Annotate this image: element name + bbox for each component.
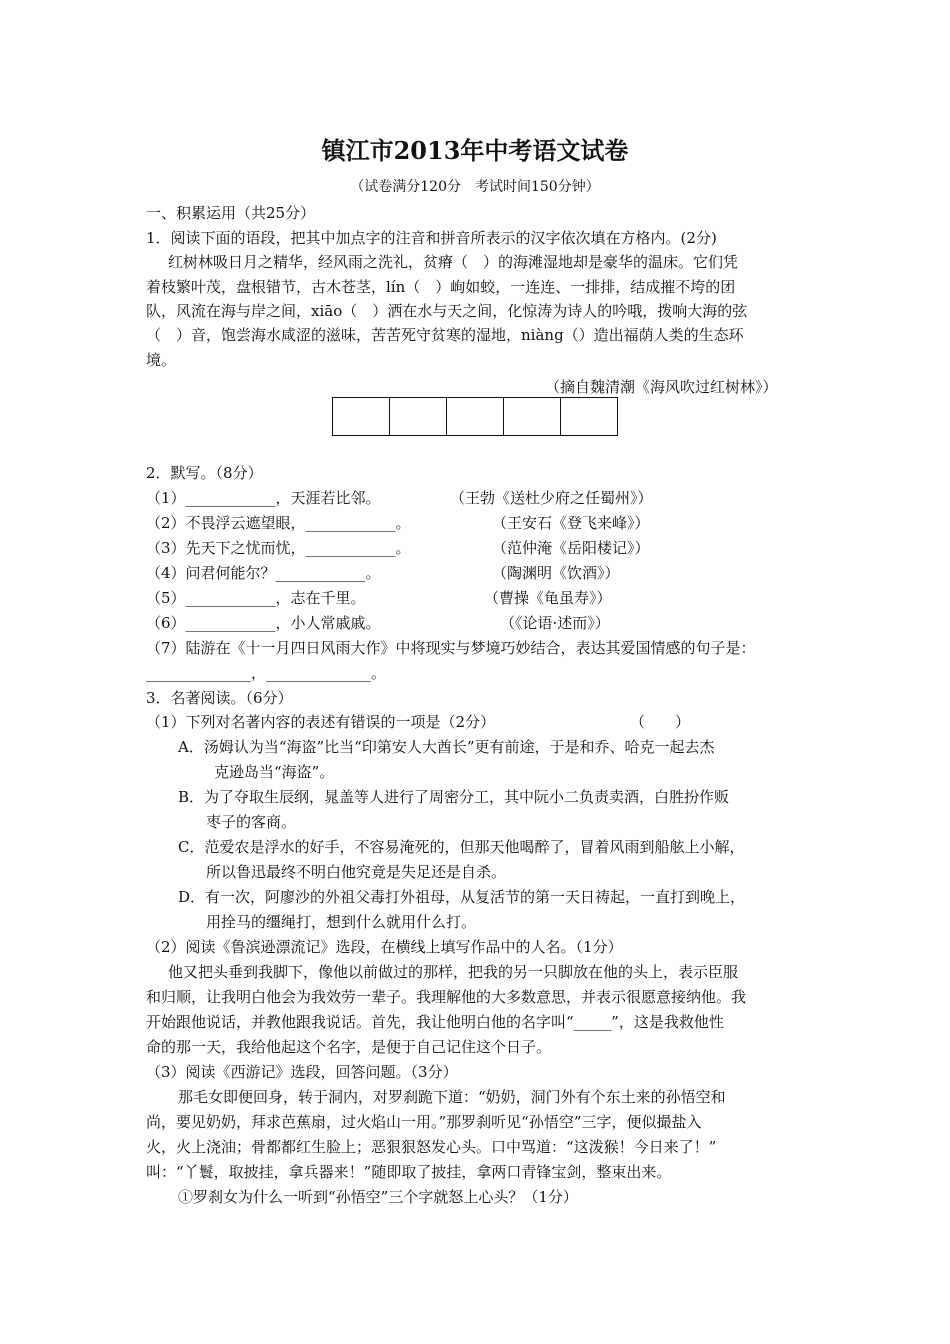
- q3-part2-line: 和归顺，让我明白他会为我效劳一辈子。我理解他的大多数意思，并表示很愿意接纳他。我: [146, 988, 747, 1006]
- q2-item-source: （王安石《登飞来峰》）: [492, 514, 650, 532]
- q2-item: （5）____________，志在千里。: [146, 589, 366, 607]
- q3-part3-line: 那毛女即便回身，转于洞内，对罗刹跪下道：“奶奶，洞门外有个东土来的孙悟空和: [178, 1088, 726, 1106]
- answer-box[interactable]: [446, 397, 504, 436]
- option-d: D．有一次，阿廖沙的外祖父毒打外祖母，从复活节的第一天日祷起，一直打到晚上，: [178, 888, 746, 906]
- q2-item: （4）问君何能尔？____________。: [146, 564, 381, 582]
- answer-box[interactable]: [332, 397, 390, 436]
- option-c: C．范爱农是浮水的好手，不容易淹死的，但那天他喝醉了，冒着风雨到船舷上小解，: [178, 838, 745, 856]
- q1-line: 红树林吸日月之精华，经风雨之洗礼，贫瘠（ ）的海滩湿地却是豪华的温床。它们凭: [168, 253, 739, 271]
- q2-item-source: （王勃《送杜少府之任蜀州》）: [450, 489, 653, 507]
- option-b-cont: 枣子的客商。: [206, 813, 297, 831]
- q3-part3: （3）阅读《西游记》选段，回答问题。（3分）: [146, 1063, 458, 1081]
- q3-part3-question: ①罗刹女为什么一听到“孙悟空”三个字就怒上心头？（1分）: [178, 1188, 578, 1206]
- q2-item-source: （曹操《龟虽寿》）: [484, 589, 612, 607]
- option-b: B．为了夺取生辰纲，晁盖等人进行了周密分工，其中阮小二负责卖酒，白胜扮作贩: [178, 788, 730, 806]
- option-a-cont: 克逊岛当“海盗”。: [214, 763, 335, 781]
- option-a: A．汤姆认为当“海盗”比当“印第安人大酋长”更有前途，于是和乔、哈克一起去杰: [178, 738, 715, 756]
- option-d-cont: 用拴马的缰绳打，想到什么就用什么打。: [206, 913, 477, 931]
- q1-line: 队，风流在海与岸之间，xiāo（ ）洒在水与天之间，化惊涛为诗人的吟哦，拨响大海的弦: [146, 302, 748, 320]
- q3-part2-line: 他又把头垂到我脚下，像他以前做过的那样，把我的另一只脚放在他的头上，表示臣服: [168, 963, 739, 981]
- q3-part1-answer-paren[interactable]: （ ）: [630, 713, 691, 731]
- q3-part2-line: 命的那一天，我给他起这个名字，是便于自己记住这个日子。: [146, 1038, 552, 1056]
- q3-part3-line: 尚，要见奶奶，拜求芭蕉扇，过火焰山一用。”那罗刹听见“孙悟空”三字，便似撮盐入: [146, 1113, 702, 1131]
- q2-item: （6）____________，小人常戚戚。: [146, 614, 381, 632]
- q3-part2: （2）阅读《鲁滨逊漂流记》选段，在横线上填写作品中的人名。（1分）: [146, 938, 623, 956]
- q1-line: （ ）音，饱尝海水咸涩的滋味，苦苦死守贫寒的湿地，niàng（）造出福荫人类的生态环: [146, 326, 744, 344]
- option-c-cont: 所以鲁迅最终不明白他究竟是失足还是自杀。: [206, 863, 507, 881]
- q2-item-source: （《论语·述而》）: [500, 614, 610, 632]
- q2-stem: 2．默写。（8分）: [146, 464, 263, 482]
- q2-item-source: （陶渊明《饮酒》）: [492, 564, 620, 582]
- q3-part2-line: 开始跟他说话，并教他跟我说话。首先，我让他明白他的名字叫“_____”，这是我救他性: [146, 1013, 724, 1031]
- answer-grid: [333, 397, 618, 436]
- q2-item-source: （范仲淹《岳阳楼记》）: [492, 539, 650, 557]
- q3-stem: 3．名著阅读。（6分）: [146, 689, 293, 707]
- q2-item: （1）____________，天涯若比邻。: [146, 489, 381, 507]
- q1-line: 着枝繁叶茂，盘根错节，古木苍茎，lín（ ）峋如蛟，一连连、一排排，结成摧不垮的团: [146, 278, 736, 296]
- q2-item7: （7）陆游在《十一月四日风雨大作》中将现实与梦境巧妙结合，表达其爱国情感的句子是：: [146, 639, 756, 657]
- section-heading: 一、积累运用（共25分）: [146, 204, 316, 222]
- exam-title: 镇江市2013年中考语文试卷: [321, 136, 629, 165]
- answer-box[interactable]: [503, 397, 561, 436]
- q2-item: （3）先天下之忧而忧，____________。: [146, 539, 411, 557]
- q2-item7-blank[interactable]: ______________，______________。: [146, 664, 387, 682]
- q3-part1: （1）下列对名著内容的表述有错误的一项是（2分）: [146, 713, 496, 731]
- q3-part3-line: 叫：“丫鬟，取披挂，拿兵器来！”随即取了披挂，拿两口青锋宝剑，整束出来。: [146, 1163, 672, 1181]
- exam-subtitle: （试卷满分120分 考试时间150分钟）: [350, 179, 600, 195]
- answer-box[interactable]: [389, 397, 447, 436]
- q1-source: （摘自魏清潮《海风吹过红树林》）: [545, 378, 778, 396]
- q1-stem: 1．阅读下面的语段，把其中加点字的注音和拼音所表示的汉字依次填在方格内。(2分): [146, 229, 717, 247]
- q1-line: 境。: [146, 351, 177, 369]
- q2-item: （2）不畏浮云遮望眼，____________。: [146, 514, 411, 532]
- q3-part3-line: 火，火上浇油；骨都都红生脸上；恶狠狠怒发心头。口中骂道：“这泼猴！今日来了！”: [146, 1138, 717, 1156]
- answer-box[interactable]: [560, 397, 618, 436]
